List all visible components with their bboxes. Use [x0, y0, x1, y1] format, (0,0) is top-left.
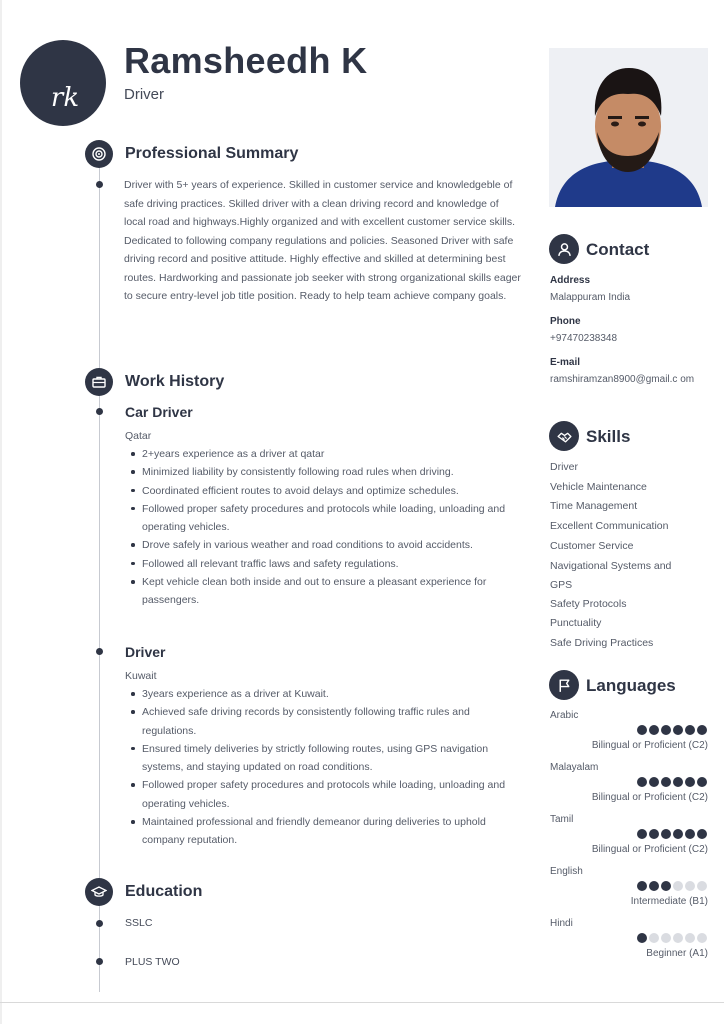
- language-name: English: [550, 866, 583, 877]
- page-bottom-border: [0, 1002, 724, 1003]
- language-level: Bilingual or Proficient (C2): [591, 740, 708, 751]
- job-bullet: Coordinated efficient routes to avoid delays and optimize schedules.: [131, 482, 523, 500]
- summary-title: Professional Summary: [125, 145, 299, 162]
- handshake-icon: [549, 421, 579, 451]
- job-bullet: Drove safely in various weather and road conditions to avoid accidents.: [131, 536, 523, 554]
- rating-dot: [697, 829, 707, 839]
- flag-icon: [549, 670, 579, 700]
- skills-title: Skills: [586, 427, 631, 446]
- rating-dot: [649, 725, 659, 735]
- rating-dot: [637, 881, 647, 891]
- email-label: E-mail: [550, 357, 581, 368]
- phone-value[interactable]: +97470238348: [550, 333, 618, 344]
- rating-dot: [661, 933, 671, 943]
- job-bullet: Followed proper safety procedures and protocols while loading, unloading and operating vehicles.: [131, 500, 523, 537]
- rating-dot: [637, 829, 647, 839]
- email-value[interactable]: ramshiramzan8900@gmail.c om: [550, 374, 695, 385]
- rating-dot: [673, 829, 683, 839]
- job-bullets: [131, 445, 523, 610]
- job-location: Kuwait: [125, 670, 157, 682]
- language-rating: [637, 725, 707, 735]
- language-rating: [637, 829, 707, 839]
- user-icon: [549, 234, 579, 264]
- job-bullet: Followed proper safety procedures and protocols while loading, unloading and operating vehicles.: [131, 776, 523, 813]
- language-rating: [637, 881, 707, 891]
- candidate-name: Ramsheedh K: [124, 40, 368, 81]
- rating-dot: [685, 881, 695, 891]
- education-item: PLUS TWO: [125, 956, 180, 968]
- rating-dot: [697, 777, 707, 787]
- job-dot: [96, 648, 103, 655]
- skill-item: Navigational Systems and GPS: [550, 559, 672, 591]
- rating-dot: [673, 725, 683, 735]
- education-dot: [96, 920, 103, 927]
- skill-item: Excellent Communication: [550, 520, 669, 533]
- education-dot: [96, 958, 103, 965]
- rating-dot: [649, 829, 659, 839]
- language-name: Tamil: [550, 814, 574, 825]
- job-bullet: 2+years experience as a driver at qatar: [131, 445, 523, 463]
- skill-item: Safety Protocols: [550, 597, 627, 610]
- summary-text: Driver with 5+ years of experience. Skilled in customer service and knowledgeble of safe driving practices. Skilled driver with a clean driving record and knowledge of local road and highways.Highly organized and with excellent customer service skills. Dedicated to following company regulations and policies. Seasoned Driver with safe driving record and positive attitude. Highly effective and skilled at determining best routes. Hardworking and passionate job seeker with strong organizational skills eager to secure entry-level job title position. Ready to help team achieve company goals.: [124, 179, 521, 302]
- skill-item: Safe Driving Practices: [550, 636, 654, 649]
- job-bullet: Minimized liability by consistently following road rules when driving.: [131, 463, 523, 481]
- job-bullet: Followed all relevant traffic laws and safety regulations.: [131, 555, 523, 573]
- skill-item: Punctuality: [550, 617, 602, 630]
- rating-dot: [685, 933, 695, 943]
- rating-dot: [649, 881, 659, 891]
- timeline-line: [99, 140, 100, 992]
- job-dot: [96, 408, 103, 415]
- rating-dot: [637, 725, 647, 735]
- languages-title: Languages: [586, 676, 676, 695]
- graduation-cap-icon: [85, 878, 113, 906]
- rating-dot: [661, 777, 671, 787]
- language-level: Bilingual or Proficient (C2): [591, 792, 708, 803]
- job-bullet: Achieved safe driving records by consistently following traffic rules and regulations.: [131, 703, 523, 740]
- language-name: Hindi: [550, 918, 573, 929]
- profile-photo: [549, 48, 708, 207]
- monogram-avatar: [20, 40, 106, 126]
- job-bullet: 3years experience as a driver at Kuwait.: [131, 685, 523, 703]
- language-rating: [637, 933, 707, 943]
- rating-dot: [673, 881, 683, 891]
- job-title: Driver: [125, 644, 166, 660]
- rating-dot: [685, 777, 695, 787]
- education-title: Education: [125, 883, 203, 900]
- target-icon: [85, 140, 113, 168]
- rating-dot: [697, 933, 707, 943]
- rating-dot: [661, 881, 671, 891]
- rating-dot: [649, 933, 659, 943]
- rating-dot: [697, 725, 707, 735]
- work-history-title: Work History: [125, 373, 225, 390]
- job-bullet: Kept vehicle clean both inside and out to ensure a pleasant experience for passengers.: [131, 573, 523, 610]
- phone-label: Phone: [550, 316, 581, 327]
- rating-dot: [637, 933, 647, 943]
- candidate-role: Driver: [124, 86, 164, 103]
- rating-dot: [673, 933, 683, 943]
- job-bullets: [131, 685, 523, 850]
- rating-dot: [661, 829, 671, 839]
- job-bullet: Maintained professional and friendly demeanor during deliveries to uphold company reputation.: [131, 813, 523, 850]
- rating-dot: [673, 777, 683, 787]
- page-edge: [0, 0, 2, 1024]
- address-value: Malappuram India: [550, 292, 631, 303]
- rating-dot: [685, 829, 695, 839]
- language-level: Bilingual or Proficient (C2): [591, 844, 708, 855]
- language-rating: [637, 777, 707, 787]
- language-level: Beginner (A1): [646, 948, 708, 959]
- job-location: Qatar: [125, 430, 152, 442]
- rating-dot: [697, 881, 707, 891]
- skill-item: Customer Service: [550, 539, 634, 552]
- contact-title: Contact: [586, 240, 650, 259]
- address-label: Address: [550, 275, 591, 286]
- skill-item: Time Management: [550, 500, 638, 513]
- job-title: Car Driver: [125, 404, 193, 420]
- language-level: Intermediate (B1): [630, 896, 708, 907]
- skills-list: [550, 458, 710, 654]
- rating-dot: [685, 725, 695, 735]
- briefcase-icon: [85, 368, 113, 396]
- rating-dot: [649, 777, 659, 787]
- education-item: SSLC: [125, 917, 153, 929]
- rating-dot: [661, 725, 671, 735]
- skill-item: Driver: [550, 461, 578, 473]
- job-bullet: Ensured timely deliveries by strictly following routes, using GPS navigation systems, and staying updated on road conditions.: [131, 740, 523, 777]
- language-name: Arabic: [550, 710, 579, 721]
- language-name: Malayalam: [550, 762, 599, 773]
- summary-dot: [96, 181, 103, 188]
- monogram-text: rk: [50, 83, 80, 113]
- skill-item: Vehicle Maintenance: [550, 480, 647, 493]
- rating-dot: [637, 777, 647, 787]
